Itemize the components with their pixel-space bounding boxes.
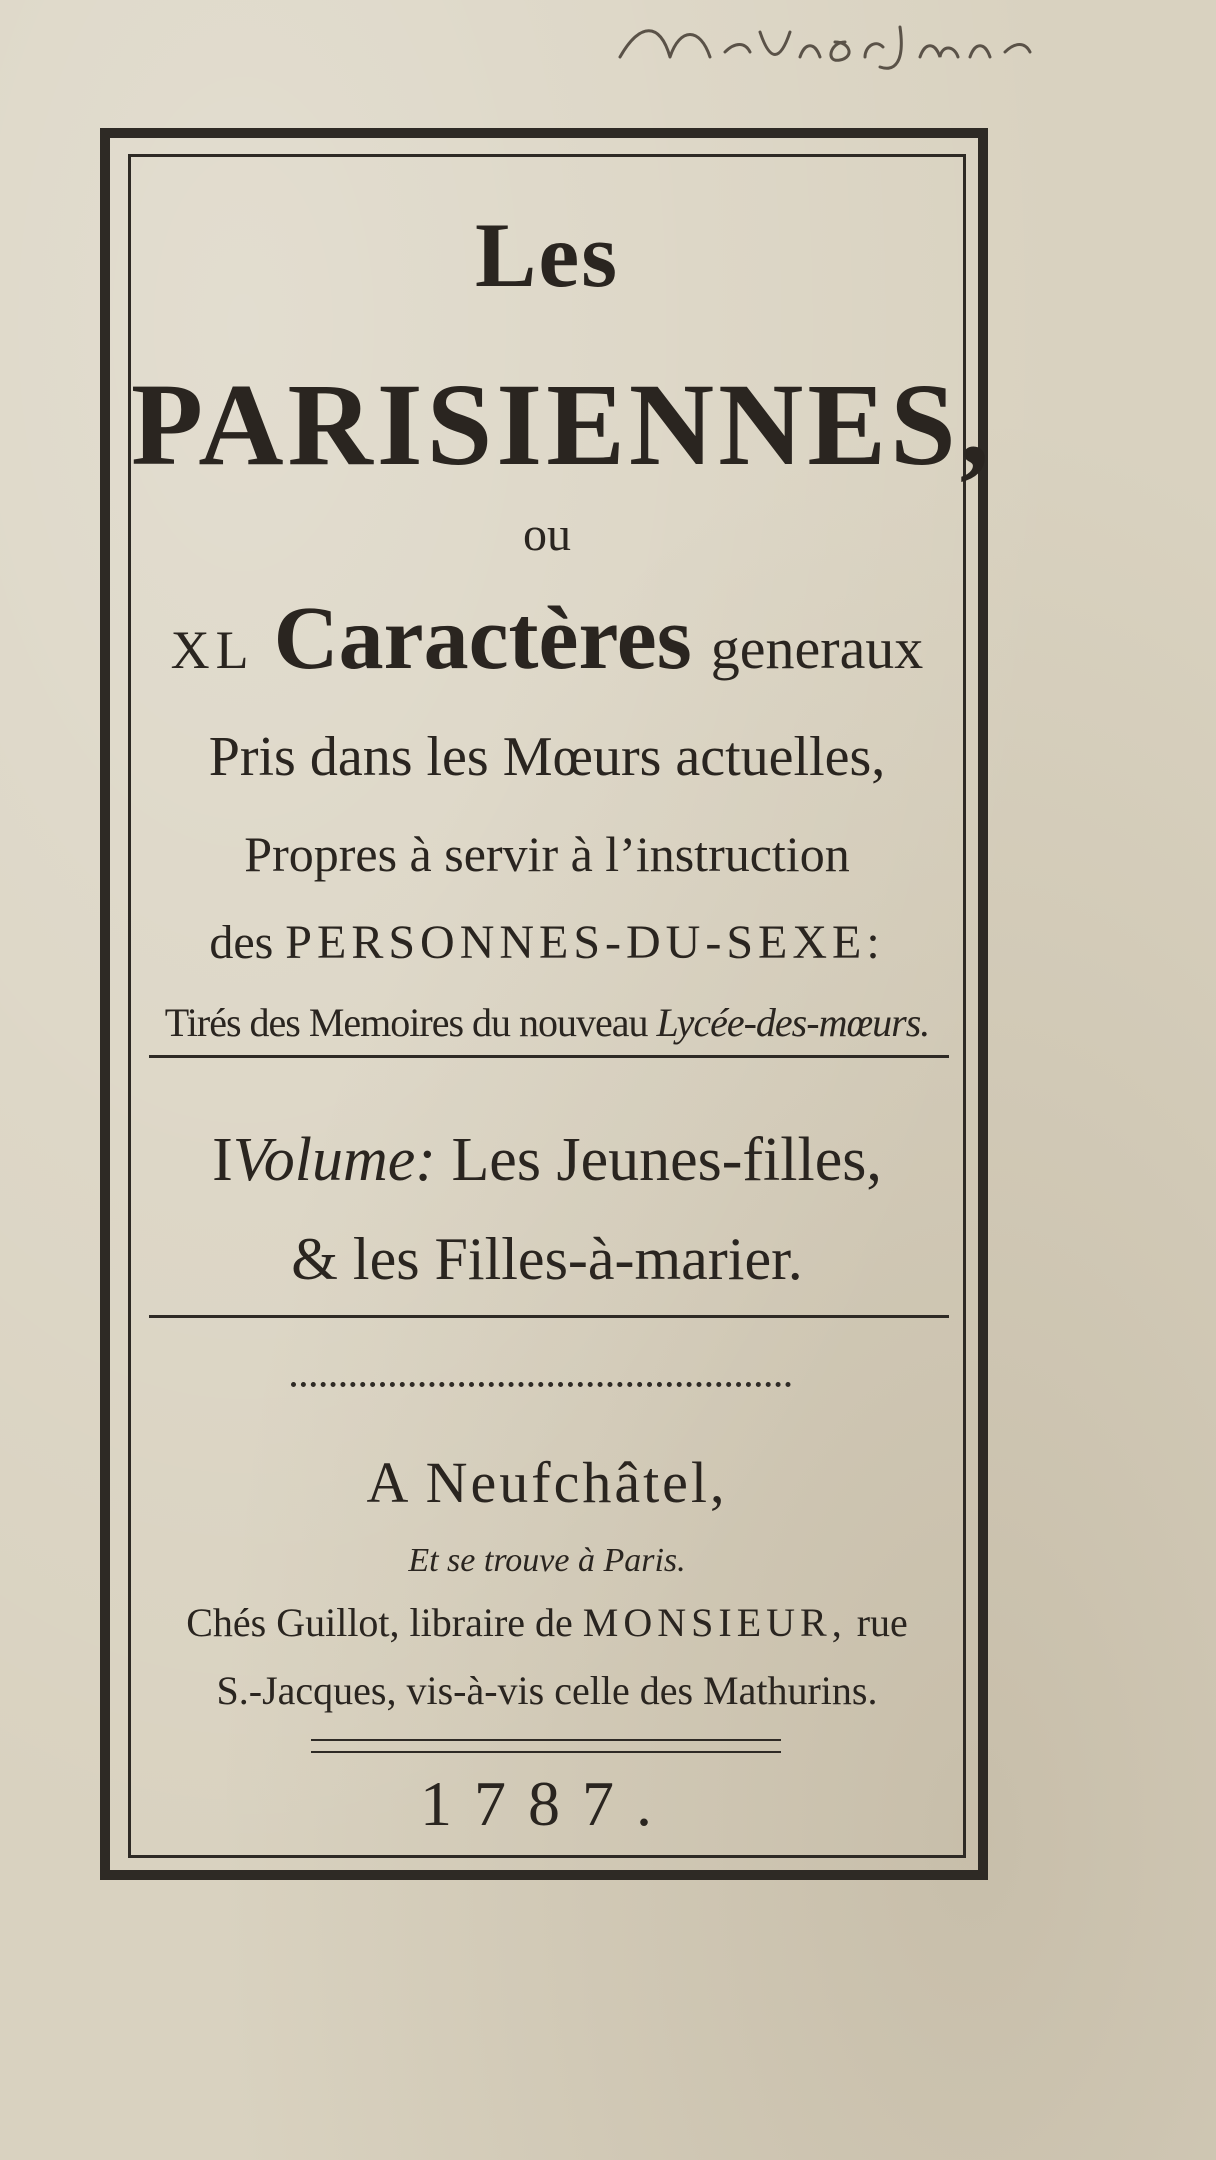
ornamental-dotted-rule	[291, 1382, 791, 1387]
subtitle-line-des	[131, 915, 963, 970]
imprint-ches-suffix: rue	[856, 1600, 908, 1645]
subtitle-generaux: generaux	[710, 616, 924, 681]
title-line-parisiennes: PARISIENNES,	[131, 359, 994, 490]
title-page	[131, 157, 994, 1855]
subtitle-xl: XL	[170, 620, 255, 680]
imprint-address: S.-Jacques, vis-à-vis celle des Mathurins.	[216, 1668, 878, 1713]
subtitle-tires-italic: Lycée-des-mœurs.	[656, 1000, 930, 1045]
volume-label: Volume:	[232, 1126, 436, 1194]
subtitle-line-tires	[131, 999, 963, 1046]
double-rule-bottom	[311, 1751, 781, 1753]
subtitle-line-propres: Propres à servir à l’instruction	[244, 826, 850, 882]
divider-rule	[149, 1315, 949, 1318]
title-line-les: Les	[475, 204, 619, 306]
subtitle-des-caps: PERSONNES-DU-SEXE:	[285, 916, 885, 969]
imprint-publisher	[131, 1599, 963, 1646]
subtitle-des-prefix: des	[209, 916, 274, 969]
subtitle-line-caracteres	[131, 587, 963, 690]
volume-title-line-2: & les Filles-à-marier.	[291, 1226, 803, 1292]
imprint-city: A Neufchâtel,	[366, 1450, 728, 1515]
subtitle-tires-prefix: Tirés des Memoires du nouveau	[164, 1000, 648, 1045]
imprint-ches-caps: MONSIEUR,	[582, 1600, 847, 1645]
handwritten-signature	[610, 2, 1040, 82]
imprint-trouve: Et se trouve à Paris.	[408, 1542, 686, 1579]
divider-rule	[149, 1055, 949, 1058]
double-rule-top	[311, 1739, 781, 1741]
imprint-ches-prefix: Chés Guillot, libraire de	[186, 1600, 573, 1645]
subtitle-line-pris: Pris dans les Mœurs actuelles,	[208, 726, 886, 788]
volume-number: I	[212, 1126, 233, 1194]
subtitle-caracteres: Caractères	[273, 589, 692, 688]
volume-title: Les Jeunes-filles,	[451, 1126, 882, 1194]
volume-line	[131, 1125, 963, 1196]
title-line-ou: ou	[523, 508, 571, 561]
publication-year: 1787.	[420, 1768, 674, 1839]
